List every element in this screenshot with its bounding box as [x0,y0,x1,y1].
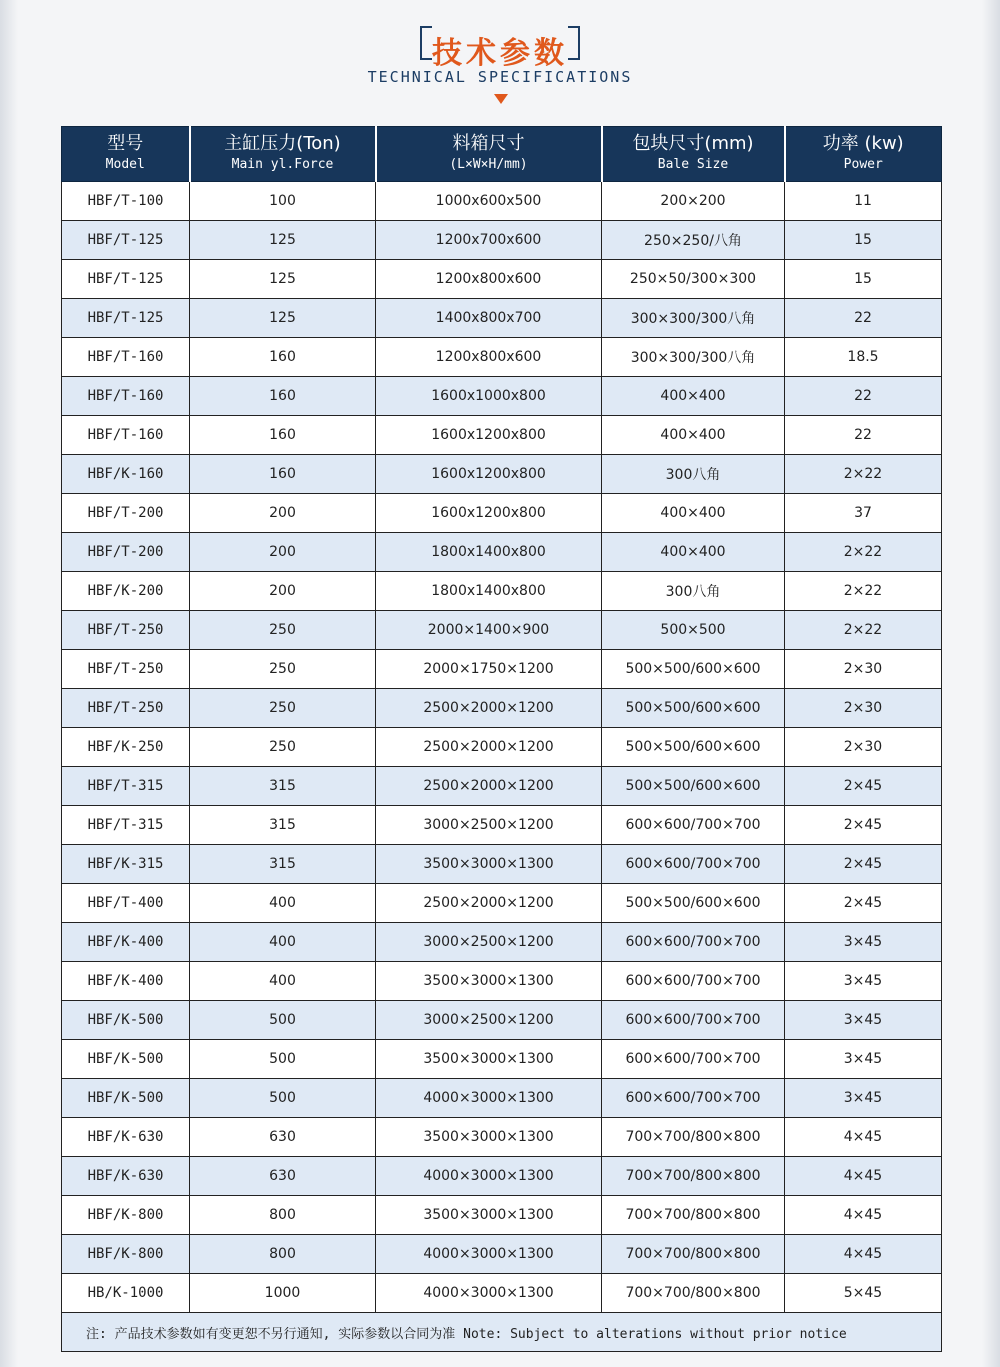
cell-model: HBF/K-800 [62,1235,190,1274]
table-row [62,650,942,689]
table-row [62,1079,942,1118]
cell-force: 125 [190,260,376,299]
cell-bale-size: 500×500/600×600 [602,728,785,767]
cell-power: 15 [785,260,942,299]
cell-force: 630 [190,1118,376,1157]
table-row [62,1157,942,1196]
cell-force: 250 [190,689,376,728]
table-row [62,1001,942,1040]
page-title-en: TECHNICAL SPECIFICATIONS [367,68,633,86]
cell-model: HBF/K-315 [62,845,190,884]
cell-model: HBF/K-500 [62,1001,190,1040]
cell-bale-size: 500×500/600×600 [602,689,785,728]
cell-model: HBF/T-100 [62,182,190,221]
cell-bale-size: 700×700/800×800 [602,1274,785,1313]
cell-box-size: 1200x700x600 [376,221,602,260]
left-frame-shadow [0,0,18,1367]
cell-power: 22 [785,377,942,416]
cell-force: 800 [190,1235,376,1274]
cell-power: 2×45 [785,884,942,923]
cell-box-size: 1000x600x500 [376,182,602,221]
cell-bale-size: 400×400 [602,533,785,572]
cell-force: 500 [190,1040,376,1079]
cell-bale-size: 700×700/800×800 [602,1157,785,1196]
table-row [62,611,942,650]
table-row [62,1235,942,1274]
table-row [62,1196,942,1235]
cell-bale-size: 700×700/800×800 [602,1118,785,1157]
cell-force: 100 [190,182,376,221]
cell-bale-size: 300八角 [602,455,785,494]
col-header-en: (L×W×H/mm) [449,157,528,172]
col-header-en: Power [843,157,883,172]
cell-force: 200 [190,572,376,611]
cell-power: 22 [785,299,942,338]
spec-table [61,126,942,1352]
cell-force: 200 [190,533,376,572]
col-header-cn: 功率 (kw) [822,133,904,154]
cell-bale-size: 700×700/800×800 [602,1196,785,1235]
table-header-row [62,127,942,182]
cell-force: 125 [190,221,376,260]
cell-box-size: 3000×2500×1200 [376,806,602,845]
cell-force: 1000 [190,1274,376,1313]
cell-force: 250 [190,650,376,689]
cell-box-size: 1600x1200x800 [376,416,602,455]
table-row [62,416,942,455]
cell-model: HBF/K-250 [62,728,190,767]
title-bracket [420,22,580,74]
cell-force: 160 [190,338,376,377]
cell-box-size: 2500×2000×1200 [376,884,602,923]
footnote: 注: 产品技术参数如有变更恕不另行通知, 实际参数以合同为准 Note: Subject to alterations without prior notice [62,1313,942,1352]
cell-box-size: 3500×3000×1300 [376,1040,602,1079]
cell-power: 18.5 [785,338,942,377]
table-row [62,845,942,884]
cell-bale-size: 300×300/300八角 [602,338,785,377]
cell-box-size: 3000×2500×1200 [376,923,602,962]
table-row [62,221,942,260]
table-row [62,728,942,767]
cell-model: HBF/K-630 [62,1118,190,1157]
cell-box-size: 1600x1200x800 [376,494,602,533]
table-row [62,923,942,962]
cell-model: HBF/K-160 [62,455,190,494]
cell-power: 2×22 [785,572,942,611]
cell-box-size: 4000×3000×1300 [376,1235,602,1274]
cell-power: 2×45 [785,767,942,806]
cell-box-size: 3500×3000×1300 [376,1196,602,1235]
cell-box-size: 4000×3000×1300 [376,1157,602,1196]
table-row [62,1040,942,1079]
cell-bale-size: 400×400 [602,377,785,416]
cell-force: 125 [190,299,376,338]
cell-box-size: 2500×2000×1200 [376,689,602,728]
cell-force: 400 [190,884,376,923]
col-header-model [62,127,190,182]
cell-power: 2×22 [785,533,942,572]
col-header-cn: 料箱尺寸 [452,133,525,154]
cell-power: 11 [785,182,942,221]
cell-power: 4×45 [785,1235,942,1274]
cell-box-size: 2500×2000×1200 [376,728,602,767]
cell-force: 250 [190,728,376,767]
cell-force: 800 [190,1196,376,1235]
table-row [62,962,942,1001]
table-row [62,689,942,728]
table-row [62,338,942,377]
col-header-cn: 型号 [107,133,144,154]
cell-bale-size: 500×500 [602,611,785,650]
col-header-cn: 主缸压力(Ton) [224,133,341,154]
cell-box-size: 1400x800x700 [376,299,602,338]
table-row [62,533,942,572]
cell-bale-size: 500×500/600×600 [602,767,785,806]
cell-model: HBF/K-800 [62,1196,190,1235]
cell-force: 630 [190,1157,376,1196]
cell-box-size: 2000×1400×900 [376,611,602,650]
cell-bale-size: 500×500/600×600 [602,884,785,923]
cell-power: 3×45 [785,1040,942,1079]
table-row [62,455,942,494]
cell-bale-size: 600×600/700×700 [602,806,785,845]
cell-model: HBF/K-500 [62,1079,190,1118]
cell-power: 2×30 [785,650,942,689]
cell-model: HBF/T-400 [62,884,190,923]
cell-power: 5×45 [785,1274,942,1313]
cell-model: HBF/K-400 [62,962,190,1001]
cell-box-size: 1200x800x600 [376,338,602,377]
col-header-force [190,127,376,182]
cell-box-size: 3500×3000×1300 [376,1118,602,1157]
cell-bale-size: 300×300/300八角 [602,299,785,338]
cell-power: 22 [785,416,942,455]
cell-model: HBF/T-125 [62,299,190,338]
cell-model: HBF/T-160 [62,338,190,377]
cell-model: HBF/T-250 [62,650,190,689]
table-body [62,182,942,1313]
col-header-en: Main yl.Force [231,157,334,172]
cell-box-size: 3500×3000×1300 [376,962,602,1001]
cell-bale-size: 600×600/700×700 [602,1001,785,1040]
cell-power: 4×45 [785,1196,942,1235]
cell-force: 200 [190,494,376,533]
cell-force: 160 [190,416,376,455]
col-header-bale-size [602,127,785,182]
cell-force: 500 [190,1079,376,1118]
cell-model: HBF/T-315 [62,806,190,845]
col-header-box-size [376,127,602,182]
cell-power: 15 [785,221,942,260]
cell-force: 315 [190,845,376,884]
cell-model: HBF/T-160 [62,377,190,416]
cell-model: HBF/T-200 [62,494,190,533]
cell-power: 3×45 [785,1079,942,1118]
col-header-en: Model [105,157,145,172]
table-row [62,1274,942,1313]
table-row [62,494,942,533]
cell-force: 315 [190,806,376,845]
cell-force: 160 [190,377,376,416]
cell-box-size: 1800x1400x800 [376,533,602,572]
cell-box-size: 3000×2500×1200 [376,1001,602,1040]
cell-box-size: 3500×3000×1300 [376,845,602,884]
cell-bale-size: 600×600/700×700 [602,845,785,884]
cell-box-size: 1600x1000x800 [376,377,602,416]
cell-box-size: 2500×2000×1200 [376,767,602,806]
cell-bale-size: 400×400 [602,416,785,455]
note-row [62,1313,942,1352]
cell-force: 500 [190,1001,376,1040]
cell-power: 3×45 [785,962,942,1001]
cell-model: HBF/T-315 [62,767,190,806]
cell-bale-size: 600×600/700×700 [602,1040,785,1079]
table-row [62,806,942,845]
cell-box-size: 4000×3000×1300 [376,1274,602,1313]
cell-box-size: 1600x1200x800 [376,455,602,494]
cell-model: HBF/T-125 [62,221,190,260]
cell-bale-size: 250×50/300×300 [602,260,785,299]
right-frame-shadow [982,0,1000,1367]
cell-model: HBF/T-250 [62,611,190,650]
col-header-en: Bale Size [657,157,729,172]
table-row [62,182,942,221]
cell-model: HBF/T-125 [62,260,190,299]
cell-bale-size: 700×700/800×800 [602,1235,785,1274]
down-arrow-icon [494,94,508,104]
cell-model: HBF/T-160 [62,416,190,455]
cell-bale-size: 600×600/700×700 [602,923,785,962]
cell-power: 37 [785,494,942,533]
cell-model: HBF/T-200 [62,533,190,572]
cell-force: 400 [190,923,376,962]
cell-force: 160 [190,455,376,494]
cell-power: 2×45 [785,845,942,884]
cell-box-size: 2000×1750×1200 [376,650,602,689]
title-section [0,22,1000,74]
cell-bale-size: 200×200 [602,182,785,221]
col-header-power [785,127,942,182]
cell-power: 4×45 [785,1118,942,1157]
table-row [62,767,942,806]
cell-model: HBF/K-630 [62,1157,190,1196]
cell-bale-size: 600×600/700×700 [602,962,785,1001]
cell-power: 2×22 [785,611,942,650]
cell-force: 250 [190,611,376,650]
table-row [62,260,942,299]
cell-model: HB/K-1000 [62,1274,190,1313]
cell-bale-size: 600×600/700×700 [602,1079,785,1118]
cell-bale-size: 250×250/八角 [602,221,785,260]
cell-bale-size: 400×400 [602,494,785,533]
table-row [62,572,942,611]
table-row [62,377,942,416]
cell-force: 400 [190,962,376,1001]
cell-power: 3×45 [785,923,942,962]
cell-model: HBF/K-400 [62,923,190,962]
cell-box-size: 1800x1400x800 [376,572,602,611]
table-row [62,1118,942,1157]
cell-box-size: 4000×3000×1300 [376,1079,602,1118]
cell-model: HBF/K-200 [62,572,190,611]
page-title-cn: 技术参数 [432,36,568,71]
cell-bale-size: 300八角 [602,572,785,611]
table-row [62,299,942,338]
col-header-cn: 包块尺寸(mm) [632,133,754,154]
cell-power: 4×45 [785,1157,942,1196]
table-row [62,884,942,923]
cell-force: 315 [190,767,376,806]
cell-power: 3×45 [785,1001,942,1040]
cell-power: 2×22 [785,455,942,494]
cell-power: 2×30 [785,689,942,728]
cell-power: 2×45 [785,806,942,845]
cell-power: 2×30 [785,728,942,767]
cell-bale-size: 500×500/600×600 [602,650,785,689]
cell-box-size: 1200x800x600 [376,260,602,299]
cell-model: HBF/K-500 [62,1040,190,1079]
cell-model: HBF/T-250 [62,689,190,728]
